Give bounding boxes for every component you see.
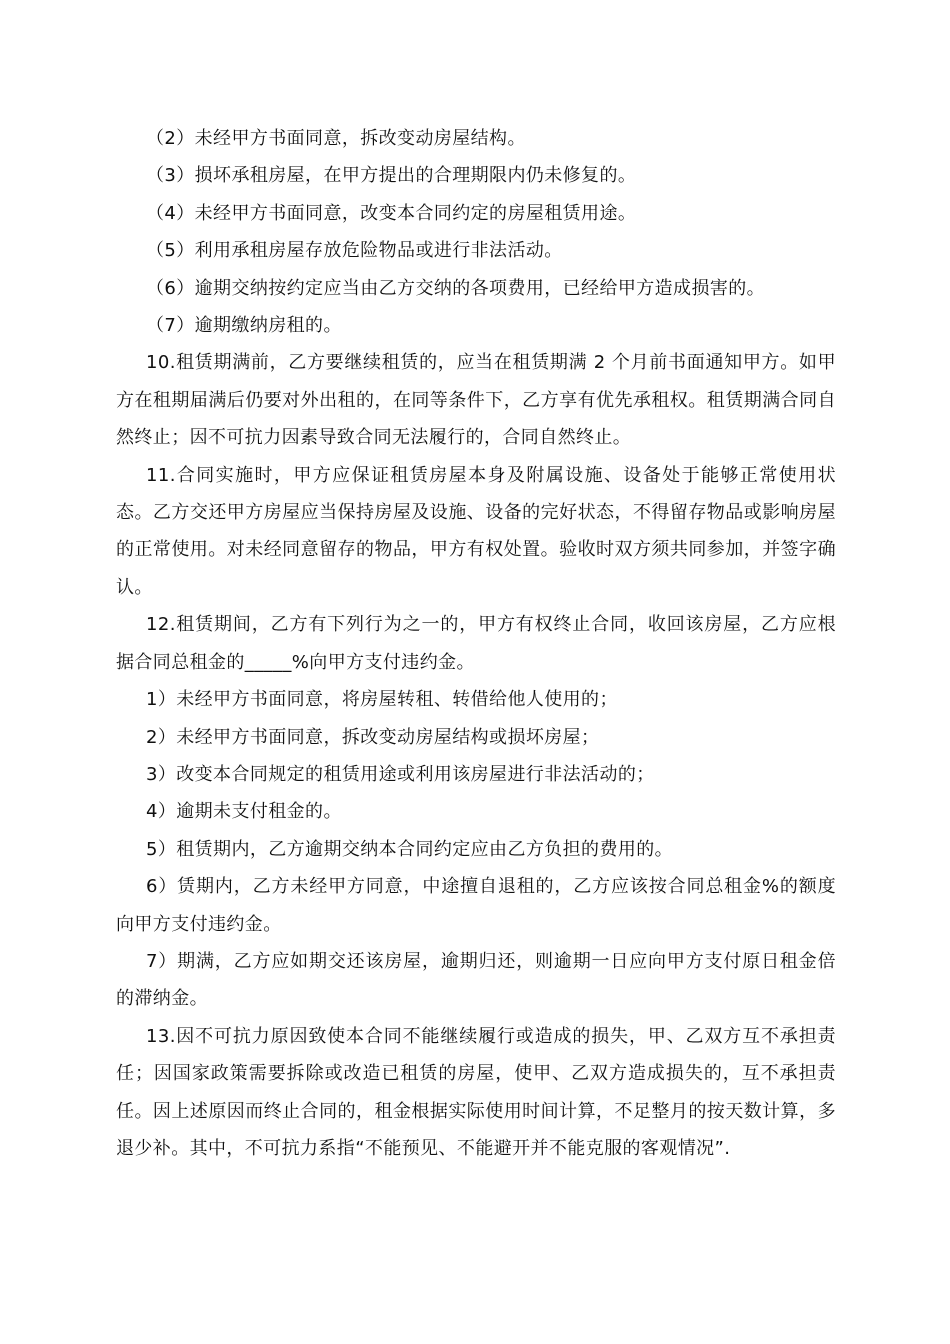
clause-12-item-5: 5）租赁期内，乙方逾期交纳本合同约定应由乙方负担的费用的。 (146, 838, 674, 860)
clause-item-5: （5）利用承租房屋存放危险物品或进行非法活动。 (146, 240, 563, 262)
clause-12: 12.租赁期间，乙方有下列行为之一的，甲方有权终止合同，收回该房屋，乙方应根据合同总租金的_____%向甲方支付违约金。 (116, 614, 836, 673)
clause-10: 10.租赁期满前，乙方要继续租赁的，应当在租赁期满 2 个月前书面通知甲方。如甲方在租期届满后仍要对外出租的，在同等条件下，乙方享有优先承租权。租赁期满合同自然终止；因不可抗力因素导致合同无法履行的，合同自然终止。 (116, 352, 836, 449)
clause-12-item-2: 2）未经甲方书面同意，拆改变动房屋结构或损坏房屋； (146, 726, 600, 748)
clause-11: 11.合同实施时，甲方应保证租赁房屋本身及附属设施、设备处于能够正常使用状态。乙方交还甲方房屋应当保持房屋及设施、设备的完好状态，不得留存物品或影响房屋的正常使用。对未经同意留存的物品，甲方有权处置。验收时双方须共同参加，并签字确认。 (116, 464, 836, 598)
clause-item-2: （2）未经甲方书面同意，拆改变动房屋结构。 (146, 128, 526, 149)
clause-12-item-3: 3）改变本合同规定的租赁用途或利用该房屋进行非法活动的； (146, 763, 655, 785)
clause-12-item-1: 1）未经甲方书面同意，将房屋转租、转借给他人使用的； (146, 689, 618, 711)
clause-13: 13.因不可抗力原因致使本合同不能继续履行或造成的损失，甲、乙双方互不承担责任；因国家政策需要拆除或改造已租赁的房屋，使甲、乙双方造成损失的，互不承担责任。因上述原因而终止合同的，租金根据实际使用时间计算，不足整月的按天数计算，多退少补。其中，不可抗力系指“不能预见、不能避开并不能克服的客观情况”. (116, 1025, 836, 1159)
clause-item-7: （7）逾期缴纳房租的。 (146, 315, 342, 337)
clause-12-item-7: 7）期满，乙方应如期交还该房屋，逾期归还，则逾期一日应向甲方支付原日租金倍的滞纳金。 (116, 950, 836, 1010)
clause-12-item-6: 6）赁期内，乙方未经甲方同意，中途擅自退租的，乙方应该按合同总租金%的额度向甲方支付违约金。 (116, 876, 836, 935)
clause-item-4: （4）未经甲方书面同意，改变本合同约定的房屋租赁用途。 (146, 202, 637, 224)
clause-12-item-4: 4）逾期未支付租金的。 (146, 801, 342, 823)
document-body (116, 120, 836, 1167)
clause-item-3: （3）损坏承租房屋，在甲方提出的合理期限内仍未修复的。 (146, 165, 637, 187)
clause-item-6: （6）逾期交纳按约定应当由乙方交纳的各项费用，已经给甲方造成损害的。 (146, 277, 766, 299)
